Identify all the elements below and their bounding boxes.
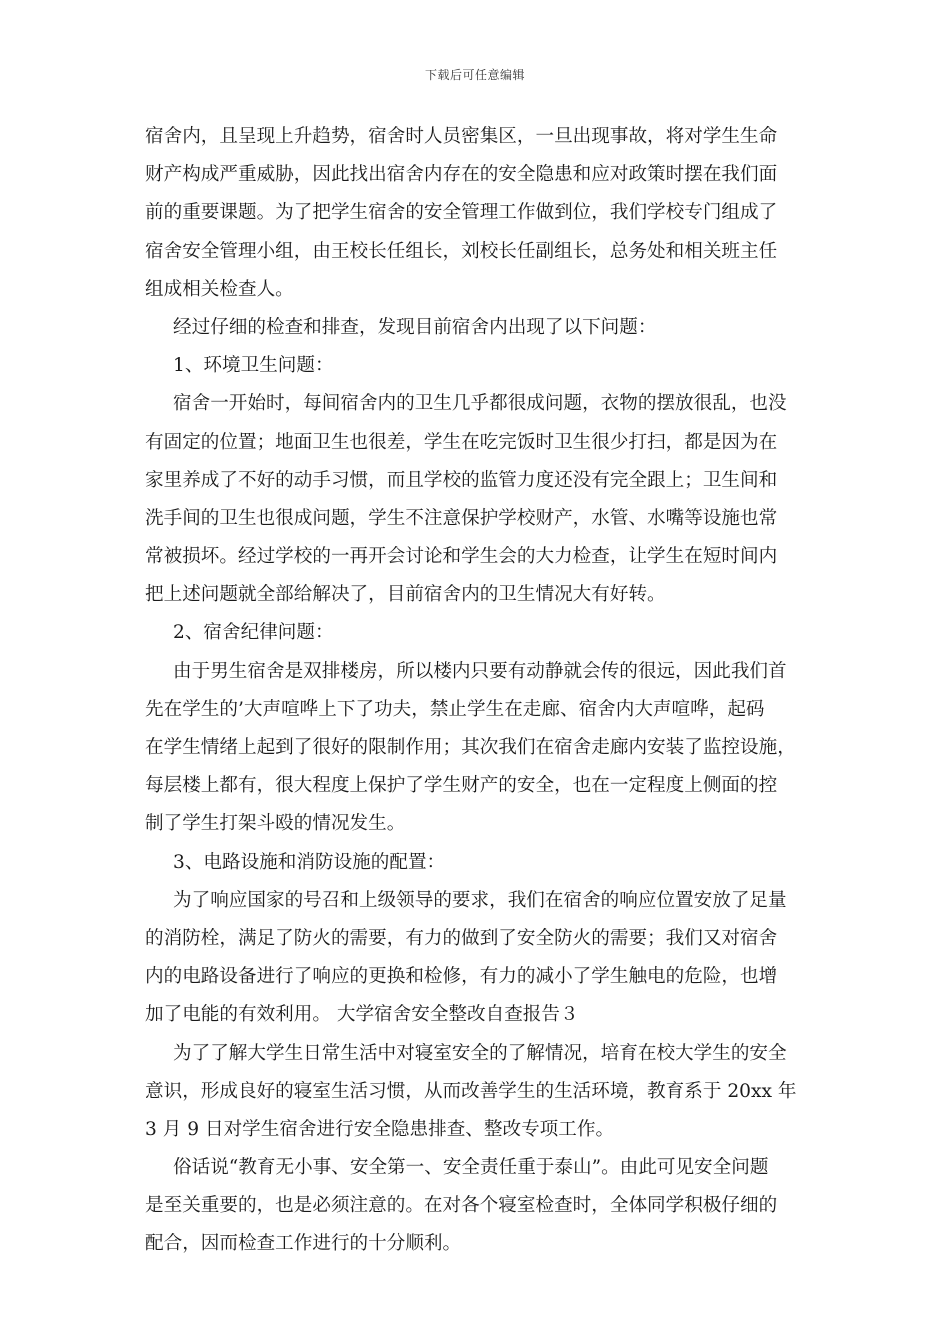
text-line: 宿舍一开始时，每间宿舍内的卫生几乎都很成问题，衣物的摆放很乱，也没 (173, 393, 787, 415)
page-header: 下载后可任意编辑 (424, 68, 525, 82)
text-line: 为了了解大学生日常生活中对寝室安全的了解情况，培育在校大学生的安全 (173, 1042, 787, 1064)
text-line: 加了电能的有效利用。 大学宿舍安全整改自查报告３ (145, 1004, 579, 1026)
text-line: 组成相关检查人。 (145, 278, 294, 300)
text-line: 是至关重要的，也是必须注意的。在对各个寝室检查时，全体同学积极仔细的 (145, 1195, 778, 1217)
text-line: 俗话说“教育无小事、安全第一、安全责任重于泰山”。由此可见安全问题 (173, 1157, 769, 1179)
text-line: 的消防栓，满足了防火的需要，有力的做到了安全防火的需要；我们又对宿舍 (145, 927, 778, 949)
text-line: 有固定的位置；地面卫生也很差，学生在吃完饭时卫生很少打扫，都是因为在 (145, 431, 778, 453)
text-line: 经过仔细的检查和排查，发现目前宿舍内出现了以下问题： (173, 316, 657, 338)
text-line: 内的电路设备进行了响应的更换和检修，有力的减小了学生触电的危险，也增 (145, 966, 778, 988)
text-line: 先在学生的’大声喧哗上下了功夫，禁止学生在走廊、宿舍内大声喧哗，起码 (145, 698, 765, 720)
text-line: 为了响应国家的号召和上级领导的要求，我们在宿舍的响应位置安放了足量 (173, 889, 787, 911)
text-line: 把上述问题就全部给解决了，目前宿舍内的卫生情况大有好转。 (145, 584, 666, 606)
text-line: 3、电路设施和消防设施的配置： (173, 851, 446, 873)
text-line: 宿舍内，且呈现上升趋势，宿舍时人员密集区，一旦出现事故，将对学生生命 (145, 126, 778, 147)
text-line: 财产构成严重威胁，因此找出宿舍内存在的安全隐患和应对政策时摆在我们面 (145, 164, 778, 186)
text-line: 由于男生宿舍是双排楼房，所以楼内只要有动静就会传的很远，因此我们首 (173, 660, 787, 682)
text-line: 在学生情绪上起到了很好的限制作用；其次我们在宿舍走廊内安装了监控设施， (145, 737, 796, 758)
text-line: 前的重要课题。为了把学生宿舍的安全管理工作做到位，我们学校专门组成了 (145, 202, 778, 224)
text-line: 2、宿舍纪律问题： (173, 622, 334, 644)
text-line: 每层楼上都有，很大程度上保护了学生财产的安全，也在一定程度上侧面的控 (145, 775, 778, 797)
text-line: 宿舍安全管理小组，由王校长任组长，刘校长任副组长，总务处和相关班主任 (145, 240, 778, 262)
text-line: 配合，因而检查工作进行的十分顺利。 (145, 1233, 462, 1255)
text-line: 常被损坏。经过学校的一再开会讨论和学生会的大力检查，让学生在短时间内 (145, 546, 778, 568)
text-line: 3 月 9 日对学生宿舍进行安全隐患排查、整改专项工作。 (145, 1118, 615, 1140)
text-line: 制了学生打架斗殴的情况发生。 (145, 813, 406, 835)
document-body (145, 118, 810, 1264)
text-line: 洗手间的卫生也很成问题，学生不注意保护学校财产，水管、水嘴等设施也常 (145, 507, 778, 529)
text-line: 1、环境卫生问题： (173, 355, 334, 377)
text-line: 家里养成了不好的动手习惯，而且学校的监管力度还没有完全跟上；卫生间和 (145, 469, 778, 491)
text-line: 意识，形成良好的寝室生活习惯，从而改善学生的生活环境，教育系于 20xx 年 (145, 1080, 797, 1102)
